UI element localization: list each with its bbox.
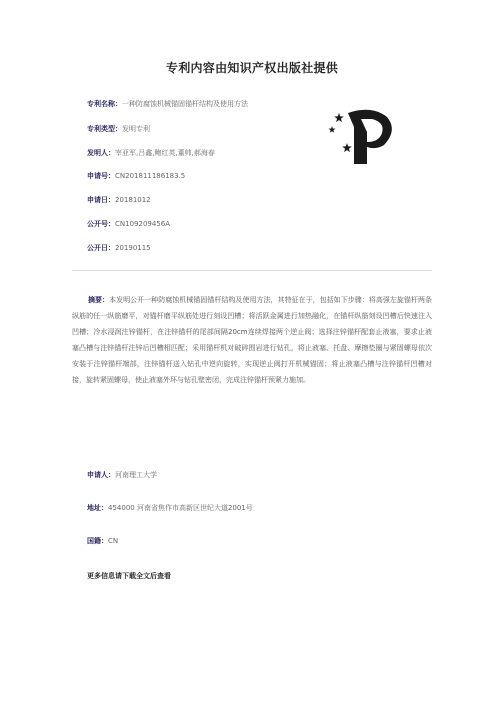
- field-label: 专利名称：: [87, 100, 122, 108]
- abstract: [72, 292, 432, 388]
- patent-name-row: [87, 100, 248, 109]
- field-value: CN: [108, 537, 119, 545]
- nationality-row: [87, 537, 118, 546]
- field-value: CN109209456A: [115, 220, 170, 228]
- field-value: CN201811186183.5: [115, 172, 186, 180]
- field-value: 一种防腐蚀机械锚固锚杆结构及使用方法: [122, 100, 248, 108]
- field-value: 20190115: [115, 244, 151, 252]
- field-label: 申请人：: [87, 471, 115, 479]
- field-label: 专利类型：: [87, 125, 122, 133]
- more-info-note: 更多信息请下载全文后查看: [87, 572, 171, 580]
- inventor-row: [87, 149, 215, 158]
- field-label: 发明人：: [87, 149, 115, 157]
- divider: [72, 270, 432, 271]
- field-value: 河南理工大学: [115, 471, 157, 479]
- field-label: 申请号：: [87, 172, 115, 180]
- publication-date-row: [87, 244, 151, 253]
- field-label: 申请日：: [87, 196, 115, 204]
- field-value: 发明专利: [122, 125, 150, 133]
- field-label: 公开号：: [87, 220, 115, 228]
- field-label: 地址：: [87, 504, 108, 512]
- field-label: 公开日：: [87, 244, 115, 252]
- publication-number-row: [87, 220, 170, 229]
- application-number-row: [87, 172, 185, 181]
- ip-publishing-logo-icon: [327, 106, 399, 168]
- abstract-text: 本发明公开一种防腐蚀机械锚固锚杆结构及使用方法，其特征在于，包括如下步骤：将高强左旋锚杆两条纵筋的任一纵筋磨平，对锚杆磨平纵筋处进行刻设凹槽；将活跃金属进行加热融化，在锚杆纵筋刻设凹槽后快速注入凹槽；冷水浸润注锌锚杆，在注锌锚杆的尾部间隔20cm连续焊接两个逆止阀；选择注锌锚杆配套止液塞，要求止液塞凸槽与注锌锚杆注锌后凹槽相匹配；采用锚杆机对破碎围岩进行钻孔，将止液塞、托盘、摩擦垫圈与紧固螺母依次安装于注锌锚杆端部，注锌锚杆送入钻孔中逆向旋转，实现逆止阀打开机械锚固；将止液塞凸槽与注锌锚杆凹槽对接，旋转紧固螺母，使止液塞外环与钻孔壁密闭，完成注锌锚杆预紧力施加。: [72, 296, 432, 384]
- patent-type-row: [87, 125, 150, 134]
- page-title: 专利内容由知识产权出版社提供: [165, 61, 339, 75]
- address-row: [87, 504, 253, 513]
- applicant-row: [87, 471, 157, 480]
- field-value: 宰亚军,吕鑫,鲍红英,董帅,郝海春: [115, 149, 215, 157]
- abstract-label: 摘要：: [88, 296, 110, 304]
- field-value: 454000 河南省焦作市高新区世纪大道2001号: [108, 504, 253, 512]
- application-date-row: [87, 196, 151, 205]
- field-value: 20181012: [115, 196, 151, 204]
- field-label: 国籍：: [87, 537, 108, 545]
